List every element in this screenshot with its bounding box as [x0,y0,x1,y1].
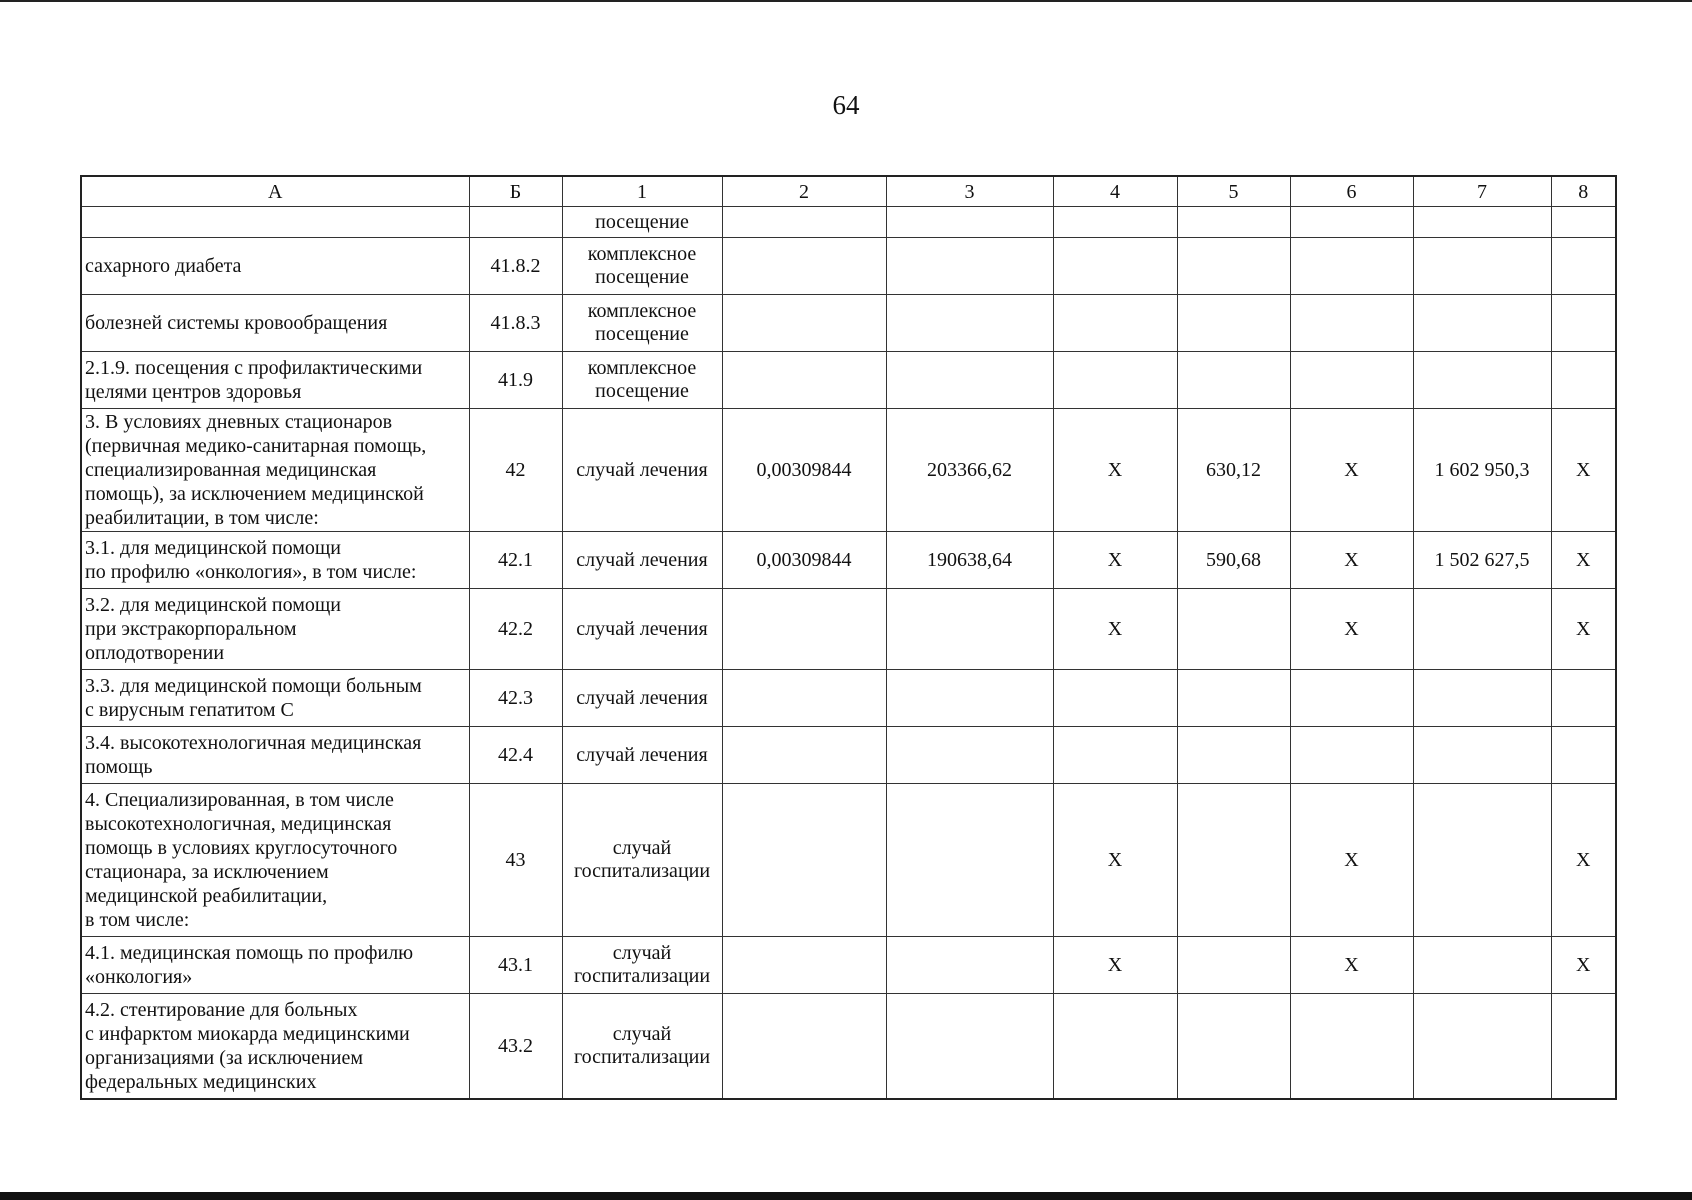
col4-cell [1053,295,1177,352]
table-header-row [81,176,1616,207]
col8-cell: Х [1551,589,1616,670]
col6-cell [1290,207,1413,238]
top-rule [0,0,1692,2]
col7-cell [1413,994,1551,1100]
table-row [81,238,1616,295]
col8-cell: Х [1551,784,1616,937]
data-table [80,175,1617,1100]
col4-cell: Х [1053,409,1177,532]
col5-cell: 590,68 [1177,532,1290,589]
col4-cell: Х [1053,589,1177,670]
row-label-cell: 4. Специализированная, в том числе высокотехнологичная, медицинская помощь в условиях круглосуточного стационара, за исключением медицинской реабилитации, в том числе: [81,784,469,937]
row-label-cell: 4.2. стентирование для больных с инфарктом миокарда медицинскими организациями (за исключением федеральных медицинских [81,994,469,1100]
col2-cell [722,238,886,295]
col6-cell [1290,352,1413,409]
col7-cell [1413,670,1551,727]
col3-cell [886,727,1053,784]
col2-cell: 0,00309844 [722,532,886,589]
col3-cell [886,295,1053,352]
row-label-cell: 3.2. для медицинской помощи при экстракорпоральном оплодотворении [81,589,469,670]
col3-cell [886,207,1053,238]
col6-cell: Х [1290,937,1413,994]
unit-cell: случай госпитализации [562,994,722,1100]
col7-cell [1413,238,1551,295]
col2-cell [722,589,886,670]
row-label-cell: 3.3. для медицинской помощи больным с вирусным гепатитом С [81,670,469,727]
header-cell: 4 [1053,176,1177,207]
col4-cell [1053,727,1177,784]
col5-cell [1177,727,1290,784]
table-row [81,352,1616,409]
col5-cell [1177,589,1290,670]
row-label-cell: 3. В условиях дневных стационаров (первичная медико-санитарная помощь, специализированная медицинская помощь), за исключением медицинской реабилитации, в том числе: [81,409,469,532]
header-cell: 7 [1413,176,1551,207]
row-code-cell: 41.8.2 [469,238,562,295]
table-row [81,937,1616,994]
col8-cell: Х [1551,937,1616,994]
col2-cell [722,207,886,238]
header-cell: 5 [1177,176,1290,207]
unit-cell: комплексное посещение [562,295,722,352]
row-label-cell: 3.1. для медицинской помощи по профилю «онкология», в том числе: [81,532,469,589]
col4-cell: Х [1053,784,1177,937]
header-cell: 6 [1290,176,1413,207]
table-row [81,994,1616,1100]
col8-cell [1551,295,1616,352]
table-row [81,532,1616,589]
col5-cell [1177,295,1290,352]
col3-cell [886,589,1053,670]
table-row [81,589,1616,670]
unit-cell: комплексное посещение [562,238,722,295]
col8-cell [1551,238,1616,295]
row-label-cell: болезней системы кровообращения [81,295,469,352]
table-row [81,409,1616,532]
unit-cell: случай госпитализации [562,784,722,937]
row-code-cell: 43 [469,784,562,937]
col4-cell [1053,994,1177,1100]
col2-cell [722,784,886,937]
row-code-cell: 42.4 [469,727,562,784]
col3-cell [886,670,1053,727]
col4-cell [1053,207,1177,238]
col4-cell: Х [1053,532,1177,589]
col4-cell [1053,238,1177,295]
row-code-cell: 42 [469,409,562,532]
col6-cell [1290,295,1413,352]
row-code-cell: 41.8.3 [469,295,562,352]
col5-cell [1177,207,1290,238]
col6-cell: Х [1290,532,1413,589]
header-cell: 8 [1551,176,1616,207]
col2-cell: 0,00309844 [722,409,886,532]
col7-cell [1413,207,1551,238]
col5-cell [1177,937,1290,994]
col3-cell [886,994,1053,1100]
header-cell: А [81,176,469,207]
unit-cell: случай лечения [562,670,722,727]
col6-cell [1290,727,1413,784]
col7-cell [1413,727,1551,784]
col8-cell [1551,727,1616,784]
row-label-cell [81,207,469,238]
col2-cell [722,670,886,727]
table-row [81,295,1616,352]
col5-cell [1177,994,1290,1100]
row-label-cell: 4.1. медицинская помощь по профилю «онкология» [81,937,469,994]
table-row [81,727,1616,784]
unit-cell: случай лечения [562,727,722,784]
col3-cell: 203366,62 [886,409,1053,532]
col4-cell [1053,670,1177,727]
col7-cell [1413,937,1551,994]
col5-cell [1177,238,1290,295]
row-code-cell: 42.1 [469,532,562,589]
col5-cell [1177,784,1290,937]
row-code-cell: 43.1 [469,937,562,994]
row-code-cell: 41.9 [469,352,562,409]
table-row [81,670,1616,727]
col3-cell: 190638,64 [886,532,1053,589]
unit-cell: посещение [562,207,722,238]
col3-cell [886,937,1053,994]
col7-cell [1413,784,1551,937]
col8-cell [1551,670,1616,727]
col7-cell: 1 502 627,5 [1413,532,1551,589]
col7-cell [1413,352,1551,409]
unit-cell: комплексное посещение [562,352,722,409]
table-row [81,207,1616,238]
row-label-cell: сахарного диабета [81,238,469,295]
col3-cell [886,352,1053,409]
row-code-cell: 43.2 [469,994,562,1100]
table-row [81,784,1616,937]
col2-cell [722,295,886,352]
col5-cell [1177,670,1290,727]
row-code-cell: 42.3 [469,670,562,727]
col6-cell: Х [1290,784,1413,937]
col6-cell [1290,994,1413,1100]
col8-cell [1551,207,1616,238]
col7-cell [1413,589,1551,670]
unit-cell: случай лечения [562,589,722,670]
unit-cell: случай лечения [562,532,722,589]
row-label-cell: 2.1.9. посещения с профилактическими целями центров здоровья [81,352,469,409]
unit-cell: случай госпитализации [562,937,722,994]
col7-cell: 1 602 950,3 [1413,409,1551,532]
col6-cell [1290,238,1413,295]
row-code-cell: 42.2 [469,589,562,670]
col4-cell: Х [1053,937,1177,994]
col8-cell [1551,994,1616,1100]
bottom-rule [0,1192,1692,1200]
col6-cell: Х [1290,589,1413,670]
col5-cell [1177,352,1290,409]
col3-cell [886,784,1053,937]
col6-cell: Х [1290,409,1413,532]
col4-cell [1053,352,1177,409]
header-cell: 2 [722,176,886,207]
header-cell: 1 [562,176,722,207]
col5-cell: 630,12 [1177,409,1290,532]
table-body [81,176,1616,1099]
unit-cell: случай лечения [562,409,722,532]
col7-cell [1413,295,1551,352]
col3-cell [886,238,1053,295]
col8-cell [1551,352,1616,409]
col2-cell [722,727,886,784]
col2-cell [722,994,886,1100]
row-label-cell: 3.4. высокотехнологичная медицинская помощь [81,727,469,784]
col2-cell [722,937,886,994]
header-cell: 3 [886,176,1053,207]
col8-cell: Х [1551,532,1616,589]
page-number: 64 [832,90,860,120]
col6-cell [1290,670,1413,727]
header-cell: Б [469,176,562,207]
col8-cell: Х [1551,409,1616,532]
row-code-cell [469,207,562,238]
col2-cell [722,352,886,409]
